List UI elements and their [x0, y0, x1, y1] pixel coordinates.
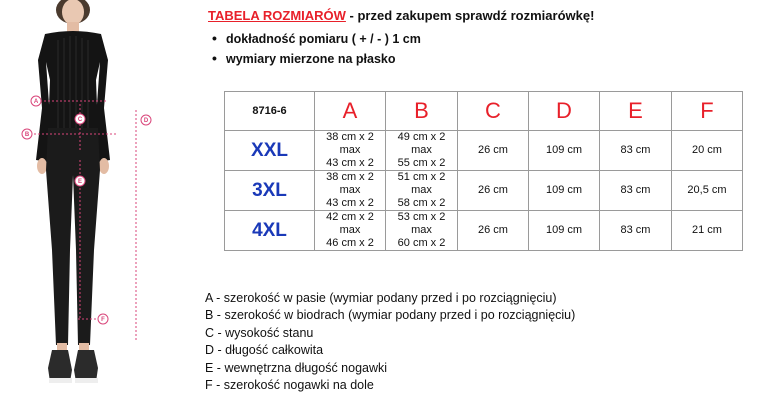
marker-e-label: E: [77, 179, 83, 185]
legend-item-b: B - szerokość w biodrach (wymiar podany przed i po rozciągnięciu): [205, 308, 576, 323]
cell-b: 49 cm x 2 max 55 cm x 2: [386, 131, 458, 171]
cell-a: 42 cm x 2 max 46 cm x 2: [315, 211, 386, 251]
note-flat: • wymiary mierzone na płasko: [212, 48, 421, 68]
model-left-sole: [49, 378, 72, 383]
model-figure: [0, 0, 160, 411]
cell-d: 109 cm: [529, 211, 600, 251]
cell-a: 38 cm x 2 max 43 cm x 2: [315, 171, 386, 211]
column-f: F: [672, 92, 743, 131]
model-left-hand: [37, 158, 47, 174]
column-c: C: [458, 92, 529, 131]
size-table: [224, 91, 743, 251]
table-header-row: [225, 92, 743, 131]
model-right-ankle: [79, 343, 89, 351]
size-label: XXL: [225, 131, 315, 171]
measurement-legend: [205, 290, 575, 394]
product-code: 8716-6: [225, 92, 315, 131]
column-b: B: [386, 92, 458, 131]
cell-f: 20 cm: [672, 131, 743, 171]
cell-e: 83 cm: [600, 211, 672, 251]
legend-item-c: C - wysokość stanu: [205, 325, 314, 340]
page-heading: [208, 8, 594, 23]
heading-title: TABELA ROZMIARÓW: [208, 8, 346, 23]
measurement-notes: [212, 28, 421, 68]
column-d: D: [529, 92, 600, 131]
legend-item-a: A - szerokość w pasie (wymiar podany przed i po rozciągnięciu): [205, 291, 557, 305]
model-leggings: [46, 128, 100, 345]
cell-c: 26 cm: [458, 131, 529, 171]
marker-b-label: B: [24, 132, 30, 138]
model-right-shoe: [74, 350, 98, 382]
size-label: 4XL: [225, 211, 315, 251]
marker-d-label: D: [143, 118, 149, 124]
heading-subtitle: - przed zakupem sprawdź rozmiarówkę!: [345, 8, 595, 23]
cell-b: 53 cm x 2 max 60 cm x 2: [386, 211, 458, 251]
model-right-hand: [99, 158, 109, 174]
cell-e: 83 cm: [600, 171, 672, 211]
cell-b: 51 cm x 2 max 58 cm x 2: [386, 171, 458, 211]
model-left-shoe: [48, 350, 72, 382]
model-head: [62, 0, 84, 25]
model-right-sole: [75, 378, 98, 383]
table-row: [225, 171, 743, 211]
legend-item-d: D - długość całkowita: [205, 343, 324, 358]
cell-f: 20,5 cm: [672, 171, 743, 211]
table-row: [225, 211, 743, 251]
column-a: A: [315, 92, 386, 131]
cell-e: 83 cm: [600, 131, 672, 171]
size-label: 3XL: [225, 171, 315, 211]
cell-f: 21 cm: [672, 211, 743, 251]
legend-item-f: F - szerokość nogawki na dole: [205, 377, 374, 392]
table-row: [225, 131, 743, 171]
cell-c: 26 cm: [458, 211, 529, 251]
model-left-ankle: [57, 343, 67, 351]
marker-f-label: F: [101, 317, 105, 323]
marker-a-label: A: [33, 99, 39, 105]
note-accuracy: • dokładność pomiaru ( + / - ) 1 cm: [212, 28, 421, 48]
cell-d: 109 cm: [529, 131, 600, 171]
column-e: E: [600, 92, 672, 131]
cell-d: 109 cm: [529, 171, 600, 211]
cell-c: 26 cm: [458, 171, 529, 211]
marker-c-label: C: [77, 117, 83, 123]
legend-item-e: E - wewnętrzna długość nogawki: [205, 360, 388, 375]
cell-a: 38 cm x 2 max 43 cm x 2: [315, 131, 386, 171]
